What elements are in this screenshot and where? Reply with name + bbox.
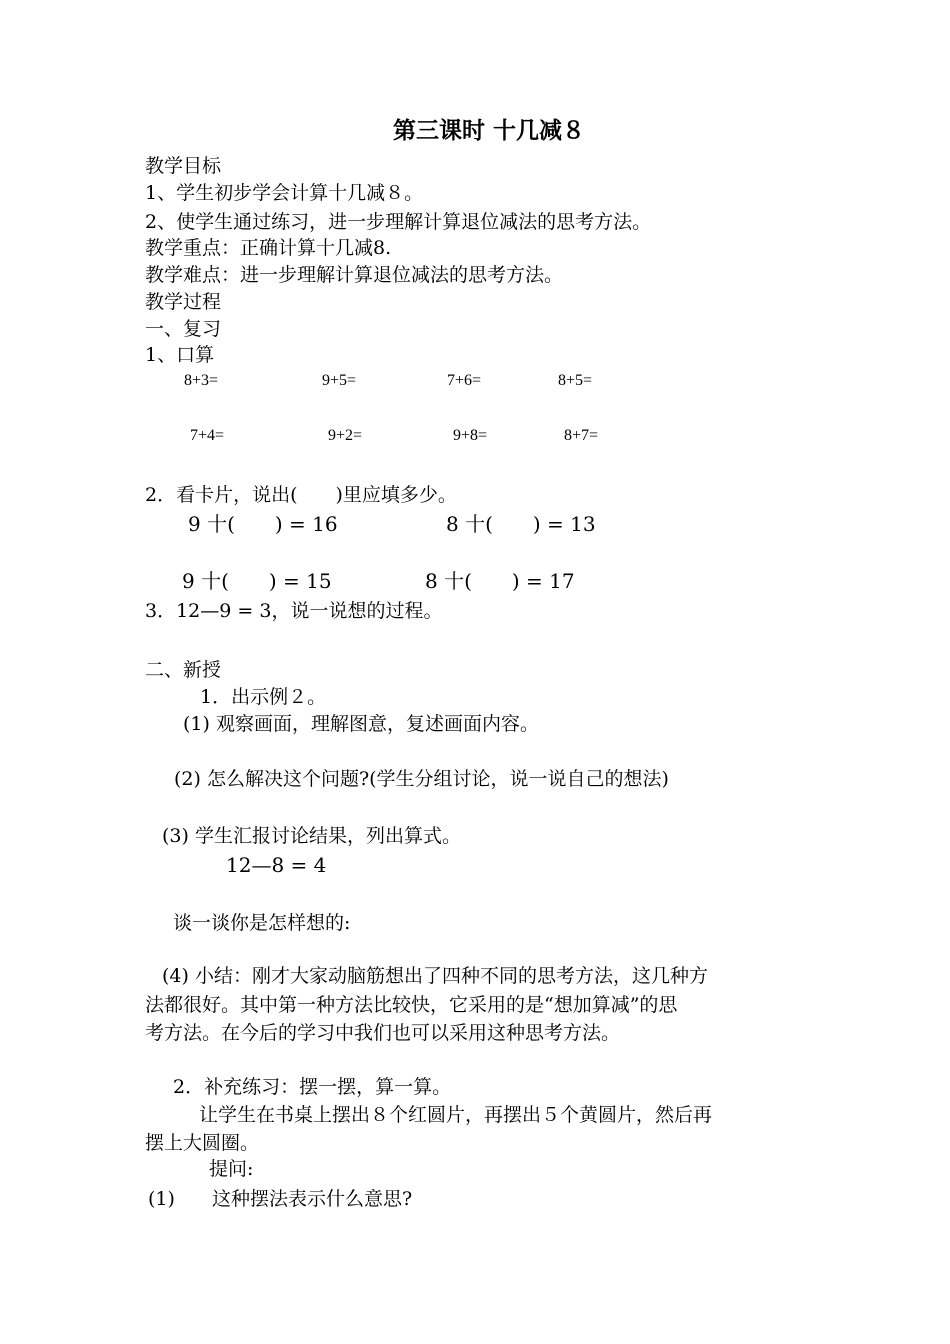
summary-line: 法都很好。其中第一种方法比较快，它采用的是“想加算减”的思 — [145, 994, 678, 1016]
oral-problem: 7+4= — [190, 427, 225, 444]
card-item: 8 十( ) = 17 — [425, 569, 575, 593]
step-2: (2) 怎么解决这个问题?(学生分组讨论，说一说自己的想法) — [174, 768, 669, 790]
card-item: 9 十( ) = 15 — [182, 569, 332, 593]
lesson-title: 第三课时 十几减８ — [393, 118, 586, 144]
step-1: (1) 观察画面，理解图意，复述画面内容。 — [183, 713, 539, 735]
objective-2: 2、使学生通过练习，进一步理解计算退位减法的思考方法。 — [145, 211, 652, 233]
oral-problem: 9+5= — [322, 372, 357, 389]
card-item: 8 十( ) = 13 — [446, 512, 596, 536]
oral-problem: 8+3= — [184, 372, 219, 389]
difficulty: 教学难点：进一步理解计算退位减法的思考方法。 — [145, 264, 564, 286]
process-heading: 教学过程 — [145, 291, 222, 313]
practice-line: 让学生在书桌上摆出８个红圆片，再摆出５个黄圆片，然后再 — [199, 1104, 713, 1126]
equation: 12—8 = 4 — [226, 853, 327, 877]
example-label: 1．出示例２。 — [200, 686, 327, 708]
question-number: (1) — [148, 1188, 175, 1210]
question-text: 这种摆法表示什么意思? — [212, 1188, 413, 1210]
summary-line: 考方法。在今后的学习中我们也可以采用这种思考方法。 — [145, 1022, 621, 1044]
review-heading: 一、复习 — [145, 318, 222, 340]
oral-problem: 9+8= — [453, 427, 488, 444]
objective-1: 1、学生初步学会计算十几减８。 — [145, 182, 424, 204]
step-3: (3) 学生汇报讨论结果，列出算式。 — [162, 825, 461, 847]
oral-problem: 9+2= — [328, 427, 363, 444]
oral-problem: 7+6= — [447, 372, 482, 389]
objectives-heading: 教学目标 — [145, 155, 222, 177]
key-point: 教学重点：正确计算十几减8. — [145, 237, 392, 259]
question-label: 提问: — [209, 1158, 254, 1180]
summary-line: (4) 小结：刚才大家动脑筋想出了四种不同的思考方法，这几种方 — [162, 965, 708, 987]
card-heading: 2．看卡片，说出( )里应填多少。 — [145, 484, 457, 506]
review-item-3: 3．12—9 = 3，说一说想的过程。 — [145, 600, 443, 622]
practice-heading: 2．补充练习：摆一摆，算一算。 — [173, 1076, 452, 1098]
oral-heading: 1、口算 — [145, 344, 215, 366]
new-heading: 二、新授 — [145, 659, 222, 681]
practice-line: 摆上大圆圈。 — [145, 1132, 260, 1154]
card-item: 9 十( ) = 16 — [188, 512, 338, 536]
oral-problem: 8+7= — [564, 427, 599, 444]
oral-problem: 8+5= — [558, 372, 593, 389]
talk-prompt: 谈一谈你是怎样想的: — [173, 912, 351, 934]
